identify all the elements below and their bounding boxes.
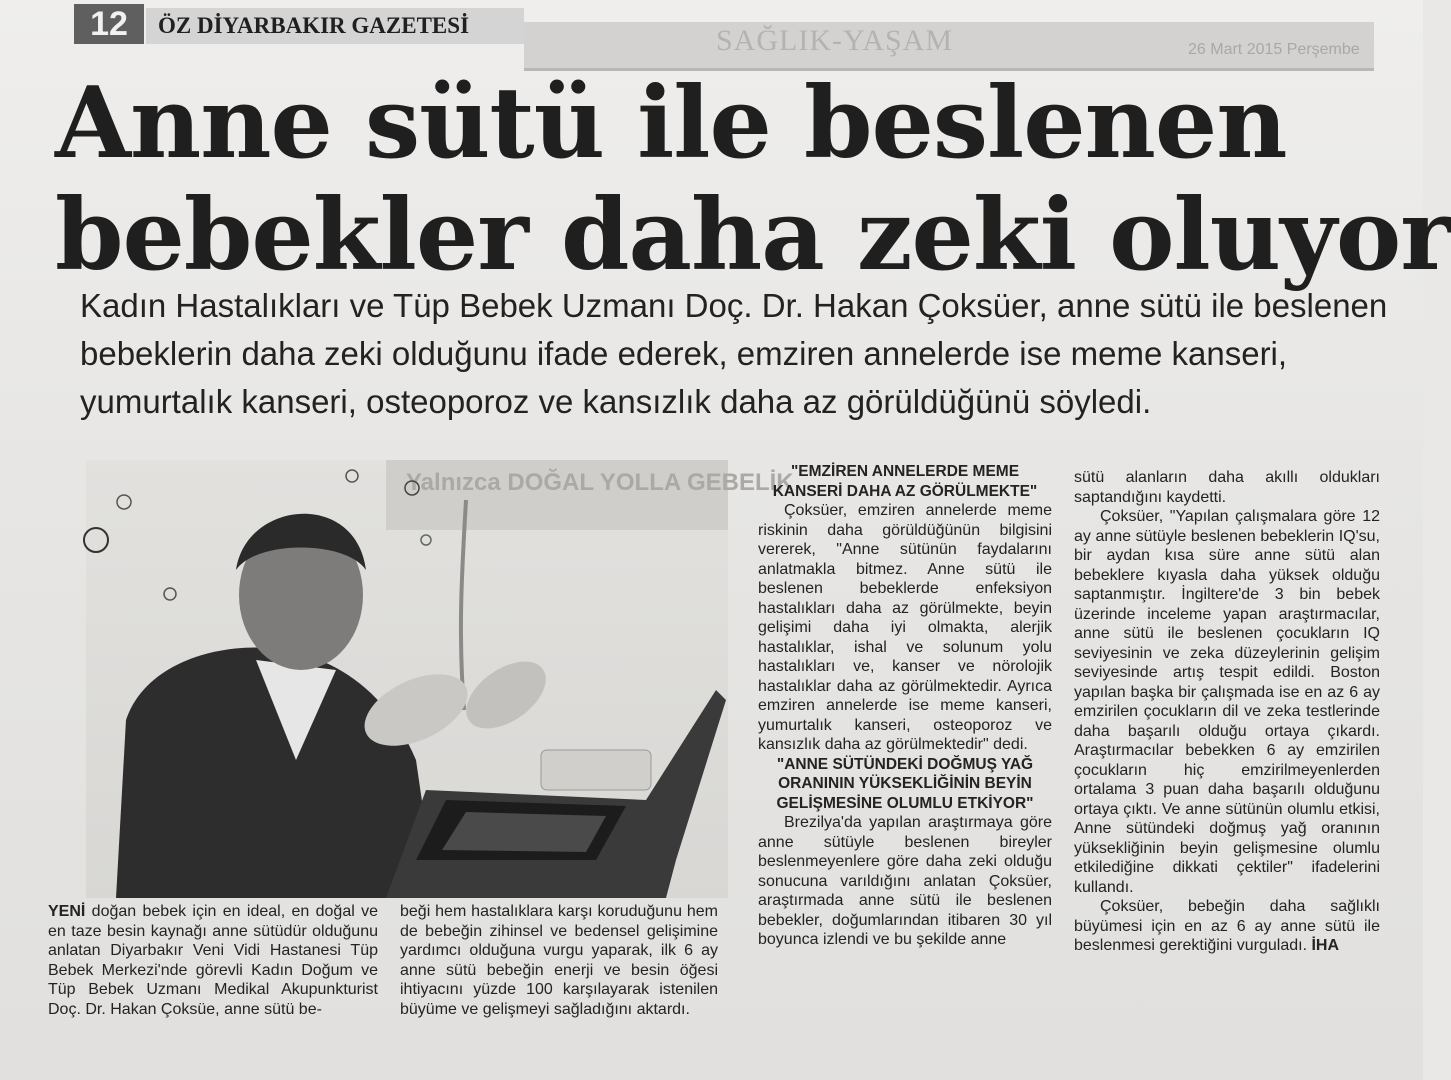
article-column-1 [48,902,378,1019]
column-4-paragraph-2: Çoksüer, "Yapılan çalışmalara göre 12 ay anne sütüyle beslenen bebeklerin IQ'su, bir aydan kısa süre anne sütü alan bebeklere kıyasla daha yüksek olduğu saptanmıştır. İngiltere'de 3 bin bebek üzerinde inceleme yapan araştırmacılar, anne sütü ile beslenen çocukların IQ seviyesinin ve zeka düzeylerinin gelişim seviyesinde artış tespit edildi. Boston yapılan başka bir çalışmada ise en az 6 ay emzirilen çocukların dil ve zeka testlerinde daha başarılı olduğu ortaya çıkardı. Araştırmacılar bebekken 6 ay emzirilen çocukların hiç emzirilmeyenlerden ortalama 3 puan daha başarılı olduğunu ortaya çıktı. Ve anne sütünün olumlu etkisi, Anne sütündeki doğmuş yağ oranının yüksekliğinin beyin gelişmesine olumlu etkilediğine dikkati çektiler" ifadelerini kullandı. [1074,508,1380,896]
column-1-text: doğan bebek için en ideal, en doğal ve en taze besin kaynağı anne sütüdür olduğunu anlatan Diyarbakır Veni Vidi Hastanesi Tüp Bebek Merkezi'nde görevli Kadın Doğum ve Tüp Bebek Uzmanı Medikal Akupunkturist Doç. Dr. Hakan Çoksüe, anne sütü be- [48,903,378,1018]
wall-sign-text: Yalnızca DOĞAL YOLLA GEBELİK [406,469,794,496]
lead-word: YENİ [48,903,86,920]
section-title: SAĞLIK-YAŞAM [716,24,954,57]
photo-illustration [86,460,794,898]
headline-line-1: Anne sütü ile beslenen [55,66,1287,181]
headline [55,66,1451,293]
article-photo [86,460,794,898]
page-number: 12 [74,4,144,44]
column-4-paragraph-3 [1074,897,1380,956]
issue-date: 26 Mart 2015 Perşembe [1188,41,1360,58]
column-3-paragraph-2: Brezilya'da yapılan araştırmaya göre anne sütüyle beslenen bireyler beslenmeyenlere göre daha zeki olduğu sonucuna varıldığını anlatan Çoksüer, araştırmada anne sütü ile beslenen bebekler, doğumlarından itibaren 30 yıl boyunca izlendi ve bu şekilde anne [758,814,1052,948]
subheading-2: "ANNE SÜTÜNDEKİ DOĞMUŞ YAĞ ORANININ YÜKSEKLİĞİNİN BEYİN GELİŞMESİNE OLUMLU ETKİYOR" [776,755,1034,812]
newspaper-name: ÖZ DİYARBAKIR GAZETESİ [146,8,524,44]
column-2-paragraph: beği hem hastalıklara karşı koruduğunu hem de bebeğin zihinsel ve bedensel gelişimine yardımcı olduğuna vurgu yaparak, ilk 6 ay anne sütü bebeğin enerji ve besin öğesi ihtiyacını yüzde 100 karşılayarak istenilen büyüme ve gelişmeyi sağladığını aktardı. [400,903,718,1018]
column-4-paragraph-1: sütü alanların daha akıllı oldukları saptandığını kaydetti. [1074,469,1380,506]
column-3-paragraph-1: Çoksüer, emziren annelerde meme riskinin daha görüldüğünün bilgisini vererek, "Anne sütünün faydalarını anlatmakla bitmez. Anne sütü ile beslenen bebeklerde enfeksiyon hastalıkları daha az görülmekte, beyin gelişimi daha iyi olmakta, alerjik hastalıklar, ishal ve solunum yolu hastalıkları ve, kanser ve nörolojik hastalıklar daha az görülmektedir. Ayrıca emziren annelerde ise meme kanseri, yumurtalık kanseri, osteoporoz ve kansızlık daha az görülmektedir" dedi. [758,502,1052,753]
article-column-2 [400,902,718,1019]
news-agency-signoff: İHA [1311,937,1340,954]
article-column-4 [1074,468,1380,956]
article-column-3 [758,462,1052,950]
headline-line-2: bebekler daha zeki oluyor [55,178,1451,293]
column-1-paragraph [48,902,378,1019]
column-4-paragraph-3-text: Çoksüer, bebeğin daha sağlıklı büyümesi için en az 6 ay anne sütü ile beslenmesi gerektiğini vurguladı. [1074,898,1380,954]
article-deck: Kadın Hastalıkları ve Tüp Bebek Uzmanı Doç. Dr. Hakan Çoksüer, anne sütü ile beslenen bebeklerin daha zeki olduğunu ifade ederek, emziren annelerde ise meme kanseri, yumurtalık kanseri, osteoporoz ve kansızlık daha az görüldüğünü söyledi. [80,287,1388,420]
subheading-1: "EMZİREN ANNELERDE MEME KANSERİ DAHA AZ GÖRÜLMEKTE" [772,463,1038,500]
